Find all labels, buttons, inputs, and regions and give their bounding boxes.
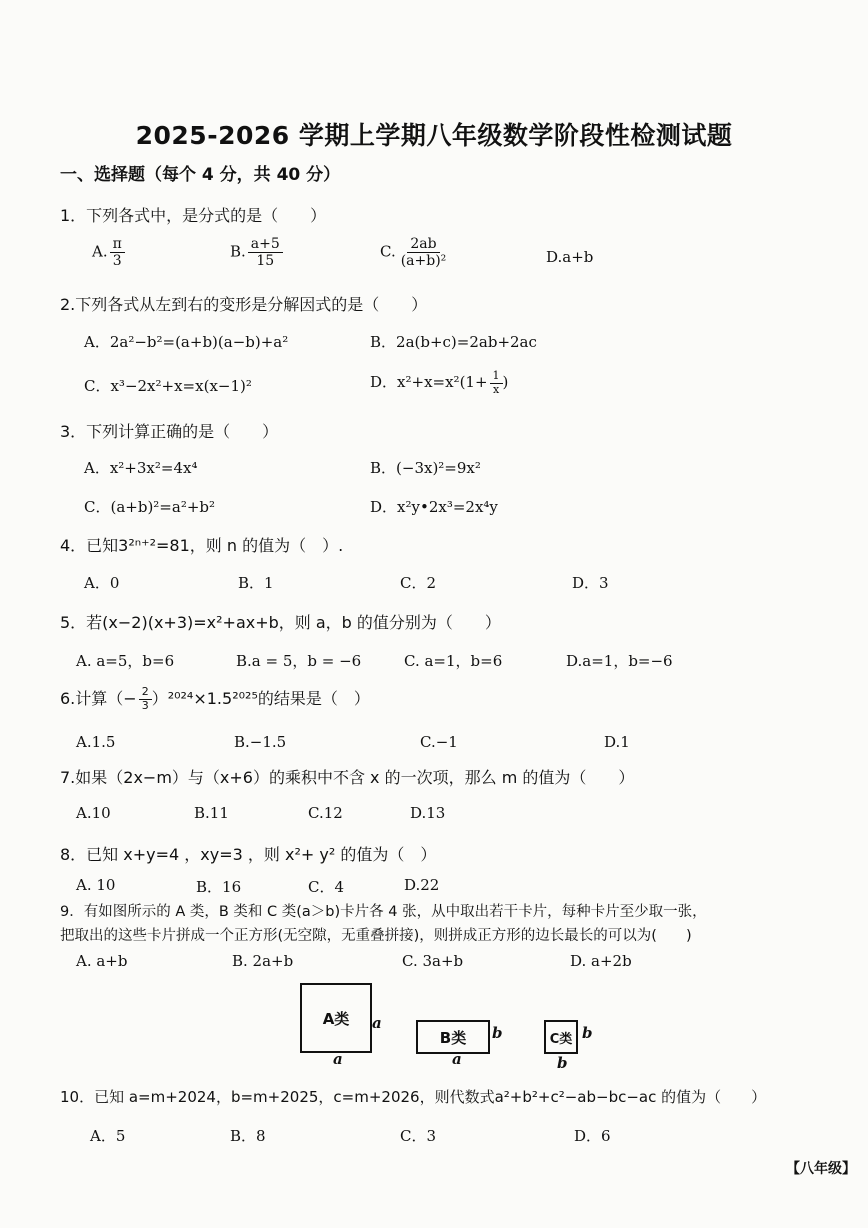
question-7-option-c[interactable]: C.12 [308,804,343,822]
question-10-option-c[interactable]: C．3 [400,1127,437,1145]
question-6-option-c[interactable]: C.−1 [420,733,458,751]
question-9-stem-line-1: 9．有如图所示的 A 类，B 类和 C 类(a＞b)卡片各 4 张，从中取出若干卡片，每种卡片至少取一张， [60,904,707,920]
question-10-option-b[interactable]: B．8 [230,1127,266,1145]
question-2-option-a[interactable]: A．2a²−b²=(a+b)(a−b)+a² [84,333,289,351]
option-d-suffix: ) [502,373,509,392]
question-5-stem: 5．若(x−2)(x+3)=x²+ax+b，则 a，b 的值分别为（ ） [60,613,501,632]
question-6-option-d[interactable]: D.1 [604,733,630,751]
numerator: a+5 [248,236,283,253]
grade-footer-tag: 【八年级】 [786,1161,856,1177]
question-4-option-c[interactable]: C．2 [400,574,437,592]
question-1-option-d[interactable]: D.a+b [546,248,594,266]
denominator: 15 [256,253,275,270]
question-9-stem-line-2: 把取出的这些卡片拼成一个正方形(无空隙，无重叠拼接)，则拼成正方形的边长最长的可以为( ) [60,928,692,944]
question-9-option-d[interactable]: D. a+2b [570,952,632,970]
question-10-option-a[interactable]: A．5 [90,1127,126,1145]
fraction [248,236,283,269]
card-b-label: B类 [439,1028,467,1047]
question-10-stem: 10．已知 a=m+2024，b=m+2025，c=m+2026，则代数式a²+b²+c²−ab−bc−ac 的值为（ ） [60,1088,767,1106]
card-a [300,983,372,1053]
question-6-stem [60,686,370,713]
question-4-option-b[interactable]: B．1 [238,574,274,592]
question-5-option-b[interactable]: B.a = 5，b = −6 [236,652,362,670]
question-1-option-a[interactable] [92,236,125,269]
question-7-option-b[interactable]: B.11 [194,804,229,822]
question-4-option-a[interactable]: A．0 [84,574,120,592]
numerator: 2ab [407,236,439,253]
question-9-option-b[interactable]: B. 2a+b [232,952,294,970]
card-a-side-label: a [372,1014,382,1032]
question-1-option-c[interactable] [380,236,449,269]
numerator: 2 [139,686,152,700]
question-2-option-b[interactable]: B．2a(b+c)=2ab+2ac [370,333,537,351]
question-6-stem-prefix: 6.计算（− [60,689,137,708]
card-a-label: A类 [322,1009,350,1028]
card-b [416,1020,490,1054]
question-5-option-c[interactable]: C. a=1，b=6 [404,652,503,670]
denominator: (a+b)² [400,253,447,270]
question-3-option-a[interactable]: A．x²+3x²=4x⁴ [84,459,198,477]
question-7-option-a[interactable]: A.10 [76,804,111,822]
option-b-prefix: B. [230,242,246,261]
fraction [110,236,125,269]
question-3-option-d[interactable]: D．x²y•2x³=2x⁴y [370,498,498,516]
fraction [398,236,450,269]
question-1-option-b[interactable] [230,236,283,269]
question-9-option-c[interactable]: C. 3a+b [402,952,464,970]
question-1-stem: 1．下列各式中，是分式的是（ ） [60,206,327,225]
denominator: x [492,382,500,396]
card-b-side-label: b [492,1024,503,1042]
fraction [490,370,503,396]
card-c [544,1020,578,1054]
question-3-option-b[interactable]: B．(−3x)²=9x² [370,459,481,477]
question-9-option-a[interactable]: A. a+b [76,952,128,970]
denominator: 3 [141,699,149,712]
question-6-stem-suffix: ）²⁰²⁴×1.5²⁰²⁵的结果是（ ） [151,689,370,708]
question-8-option-c[interactable]: C．4 [308,878,345,896]
card-c-side-label: b [582,1024,593,1042]
question-7-stem: 7.如果（2x−m）与（x+6）的乘积中不含 x 的一次项，那么 m 的值为（ ） [60,768,635,787]
question-3-option-c[interactable]: C．(a+b)²=a²+b² [84,498,216,516]
fraction [139,686,152,712]
page-title: 2025-2026 学期上学期八年级数学阶段性检测试题 [135,121,733,150]
option-a-prefix: A. [92,242,108,261]
question-3-stem: 3．下列计算正确的是（ ） [60,422,279,441]
card-c-bottom-label: b [557,1054,568,1072]
card-b-bottom-label: a [452,1050,462,1068]
question-5-option-d[interactable]: D.a=1，b=−6 [566,652,673,670]
card-c-label: C类 [549,1031,573,1047]
question-8-stem: 8．已知 x+y=4 ，xy=3 ，则 x²+ y² 的值为（ ） [60,845,437,864]
option-d-prefix: D．x²+x=x²(1+ [370,373,488,392]
question-8-option-b[interactable]: B．16 [196,878,242,896]
question-5-option-a[interactable]: A. a=5，b=6 [76,652,175,670]
question-4-stem: 4．已知3²ⁿ⁺²=81，则 n 的值为（ ）. [60,536,344,555]
numerator: 1 [490,370,503,384]
question-6-option-a[interactable]: A.1.5 [76,733,116,751]
numerator: π [110,236,125,253]
denominator: 3 [112,253,122,270]
question-8-option-a[interactable]: A. 10 [76,876,116,894]
question-7-option-d[interactable]: D.13 [410,804,446,822]
question-2-option-c[interactable]: C．x³−2x²+x=x(x−1)² [84,377,252,395]
question-8-option-d[interactable]: D.22 [404,876,440,894]
card-a-bottom-label: a [333,1050,343,1068]
question-10-option-d[interactable]: D．6 [574,1127,611,1145]
question-4-option-d[interactable]: D．3 [572,574,609,592]
section-heading: 一、选择题（每个 4 分，共 40 分） [60,165,341,185]
question-6-option-b[interactable]: B.−1.5 [234,733,287,751]
option-c-prefix: C. [380,242,396,261]
question-2-stem: 2.下列各式从左到右的变形是分解因式的是（ ） [60,295,428,314]
question-2-option-d[interactable] [370,370,508,396]
